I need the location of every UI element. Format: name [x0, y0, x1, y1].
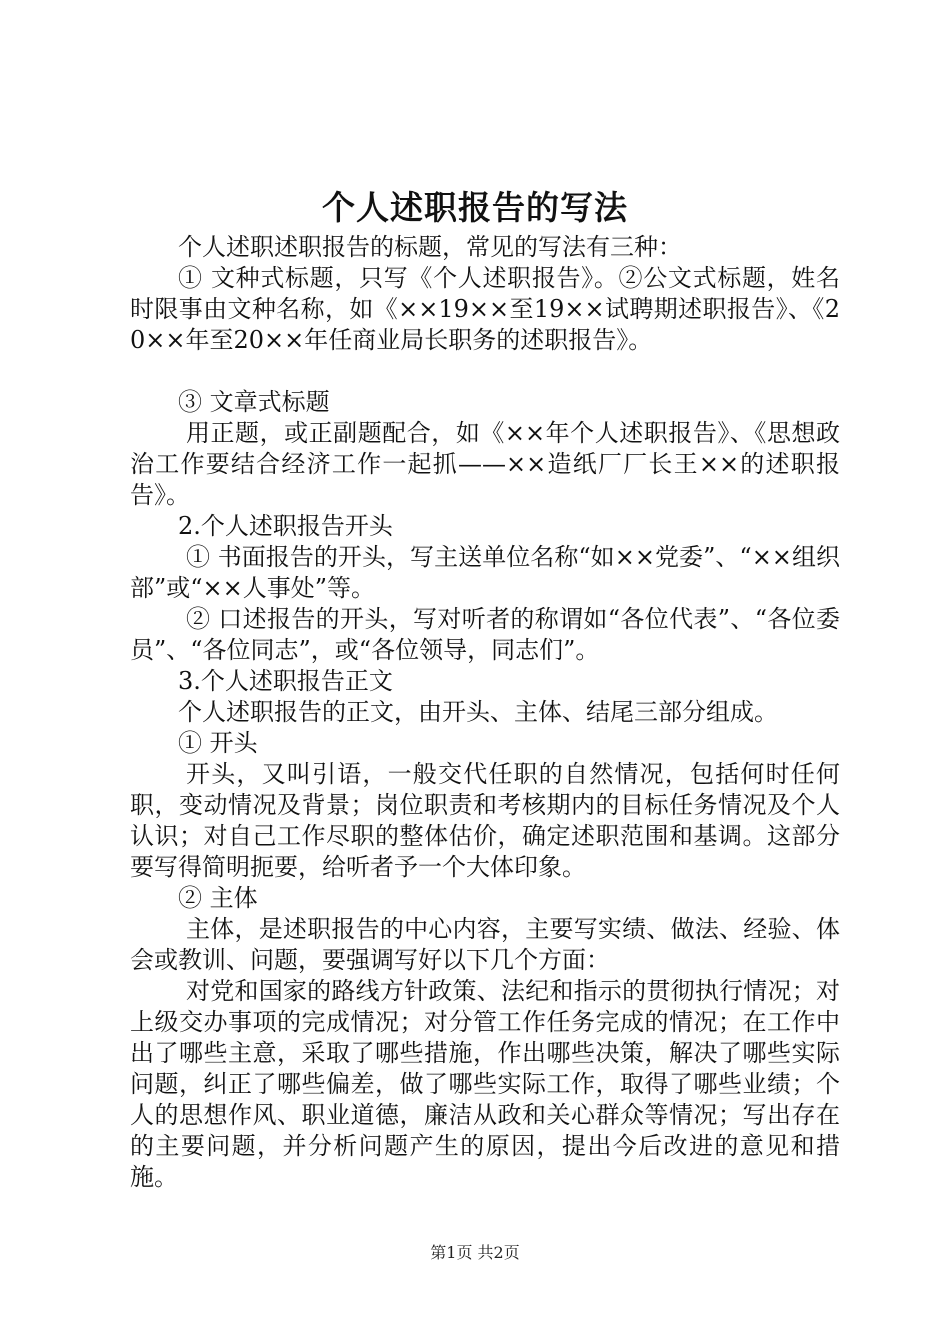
- paragraph-heading-main-text: 3.个人述职报告正文: [178, 667, 393, 695]
- paragraph-heading-beginning: ① 开头: [178, 729, 258, 757]
- paragraph-intro: 个人述职述职报告的标题，常见的写法有三种：: [178, 233, 682, 261]
- paragraph-heading-opening: 2.个人述职报告开头: [178, 512, 393, 540]
- paragraph-heading-body: ② 主体: [178, 884, 258, 912]
- paragraph-body-detail: 主体，是述职报告的中心内容，主要写实绩、做法、经验、体会或教训、问题，要强调写好以下几个方面：: [130, 915, 840, 974]
- paragraph-oral-opening: ② 口述报告的开头，写对听者的称谓如“各位代表”、“各位委员”、“各位同志”，或“各位领导，同志们”。: [130, 605, 840, 664]
- page-title: 个人述职报告的写法: [322, 188, 628, 227]
- document-body: [130, 232, 840, 1193]
- paragraph-written-opening: ① 书面报告的开头，写主送单位名称“如××党委”、“××组织部”或“××人事处”等。: [130, 543, 840, 602]
- page-footer: 第1页 共2页: [430, 1243, 520, 1262]
- blank-line: [130, 356, 840, 387]
- paragraph-main-text-structure: 个人述职报告的正文，由开头、主体、结尾三部分组成。: [178, 698, 778, 726]
- paragraph-heading-article-title: ③ 文章式标题: [178, 388, 330, 416]
- paragraph-body-aspects: 对党和国家的路线方针政策、法纪和指示的贯彻执行情况；对上级交办事项的完成情况；对分管工作任务完成的情况；在工作中出了哪些主意，采取了哪些措施，作出哪些决策，解决了哪些实际问题，纠正了哪些偏差，做了哪些实际工作，取得了哪些业绩；个人的思想作风、职业道德，廉洁从政和关心群众等情况；写出存在的主要问题，并分析问题产生的原因，提出今后改进的意见和措施。: [130, 977, 840, 1191]
- paragraph-beginning-detail: 开头，又叫引语，一般交代任职的自然情况，包括何时任何职，变动情况及背景；岗位职责和考核期内的目标任务情况及个人认识；对自己工作尽职的整体估价，确定述职范围和基调。这部分要写得简明扼要，给听者予一个大体印象。: [130, 760, 840, 881]
- paragraph-title-types: ① 文种式标题，只写《个人述职报告》。②公文式标题，姓名时限事由文种名称，如《××19××至19××试聘期述职报告》、《20××年至20××年任商业局长职务的述职报告》。: [130, 264, 840, 354]
- paragraph-article-title-example: 用正题，或正副题配合，如《××年个人述职报告》、《思想政治工作要结合经济工作一起抓——××造纸厂厂长王××的述职报告》。: [130, 419, 840, 509]
